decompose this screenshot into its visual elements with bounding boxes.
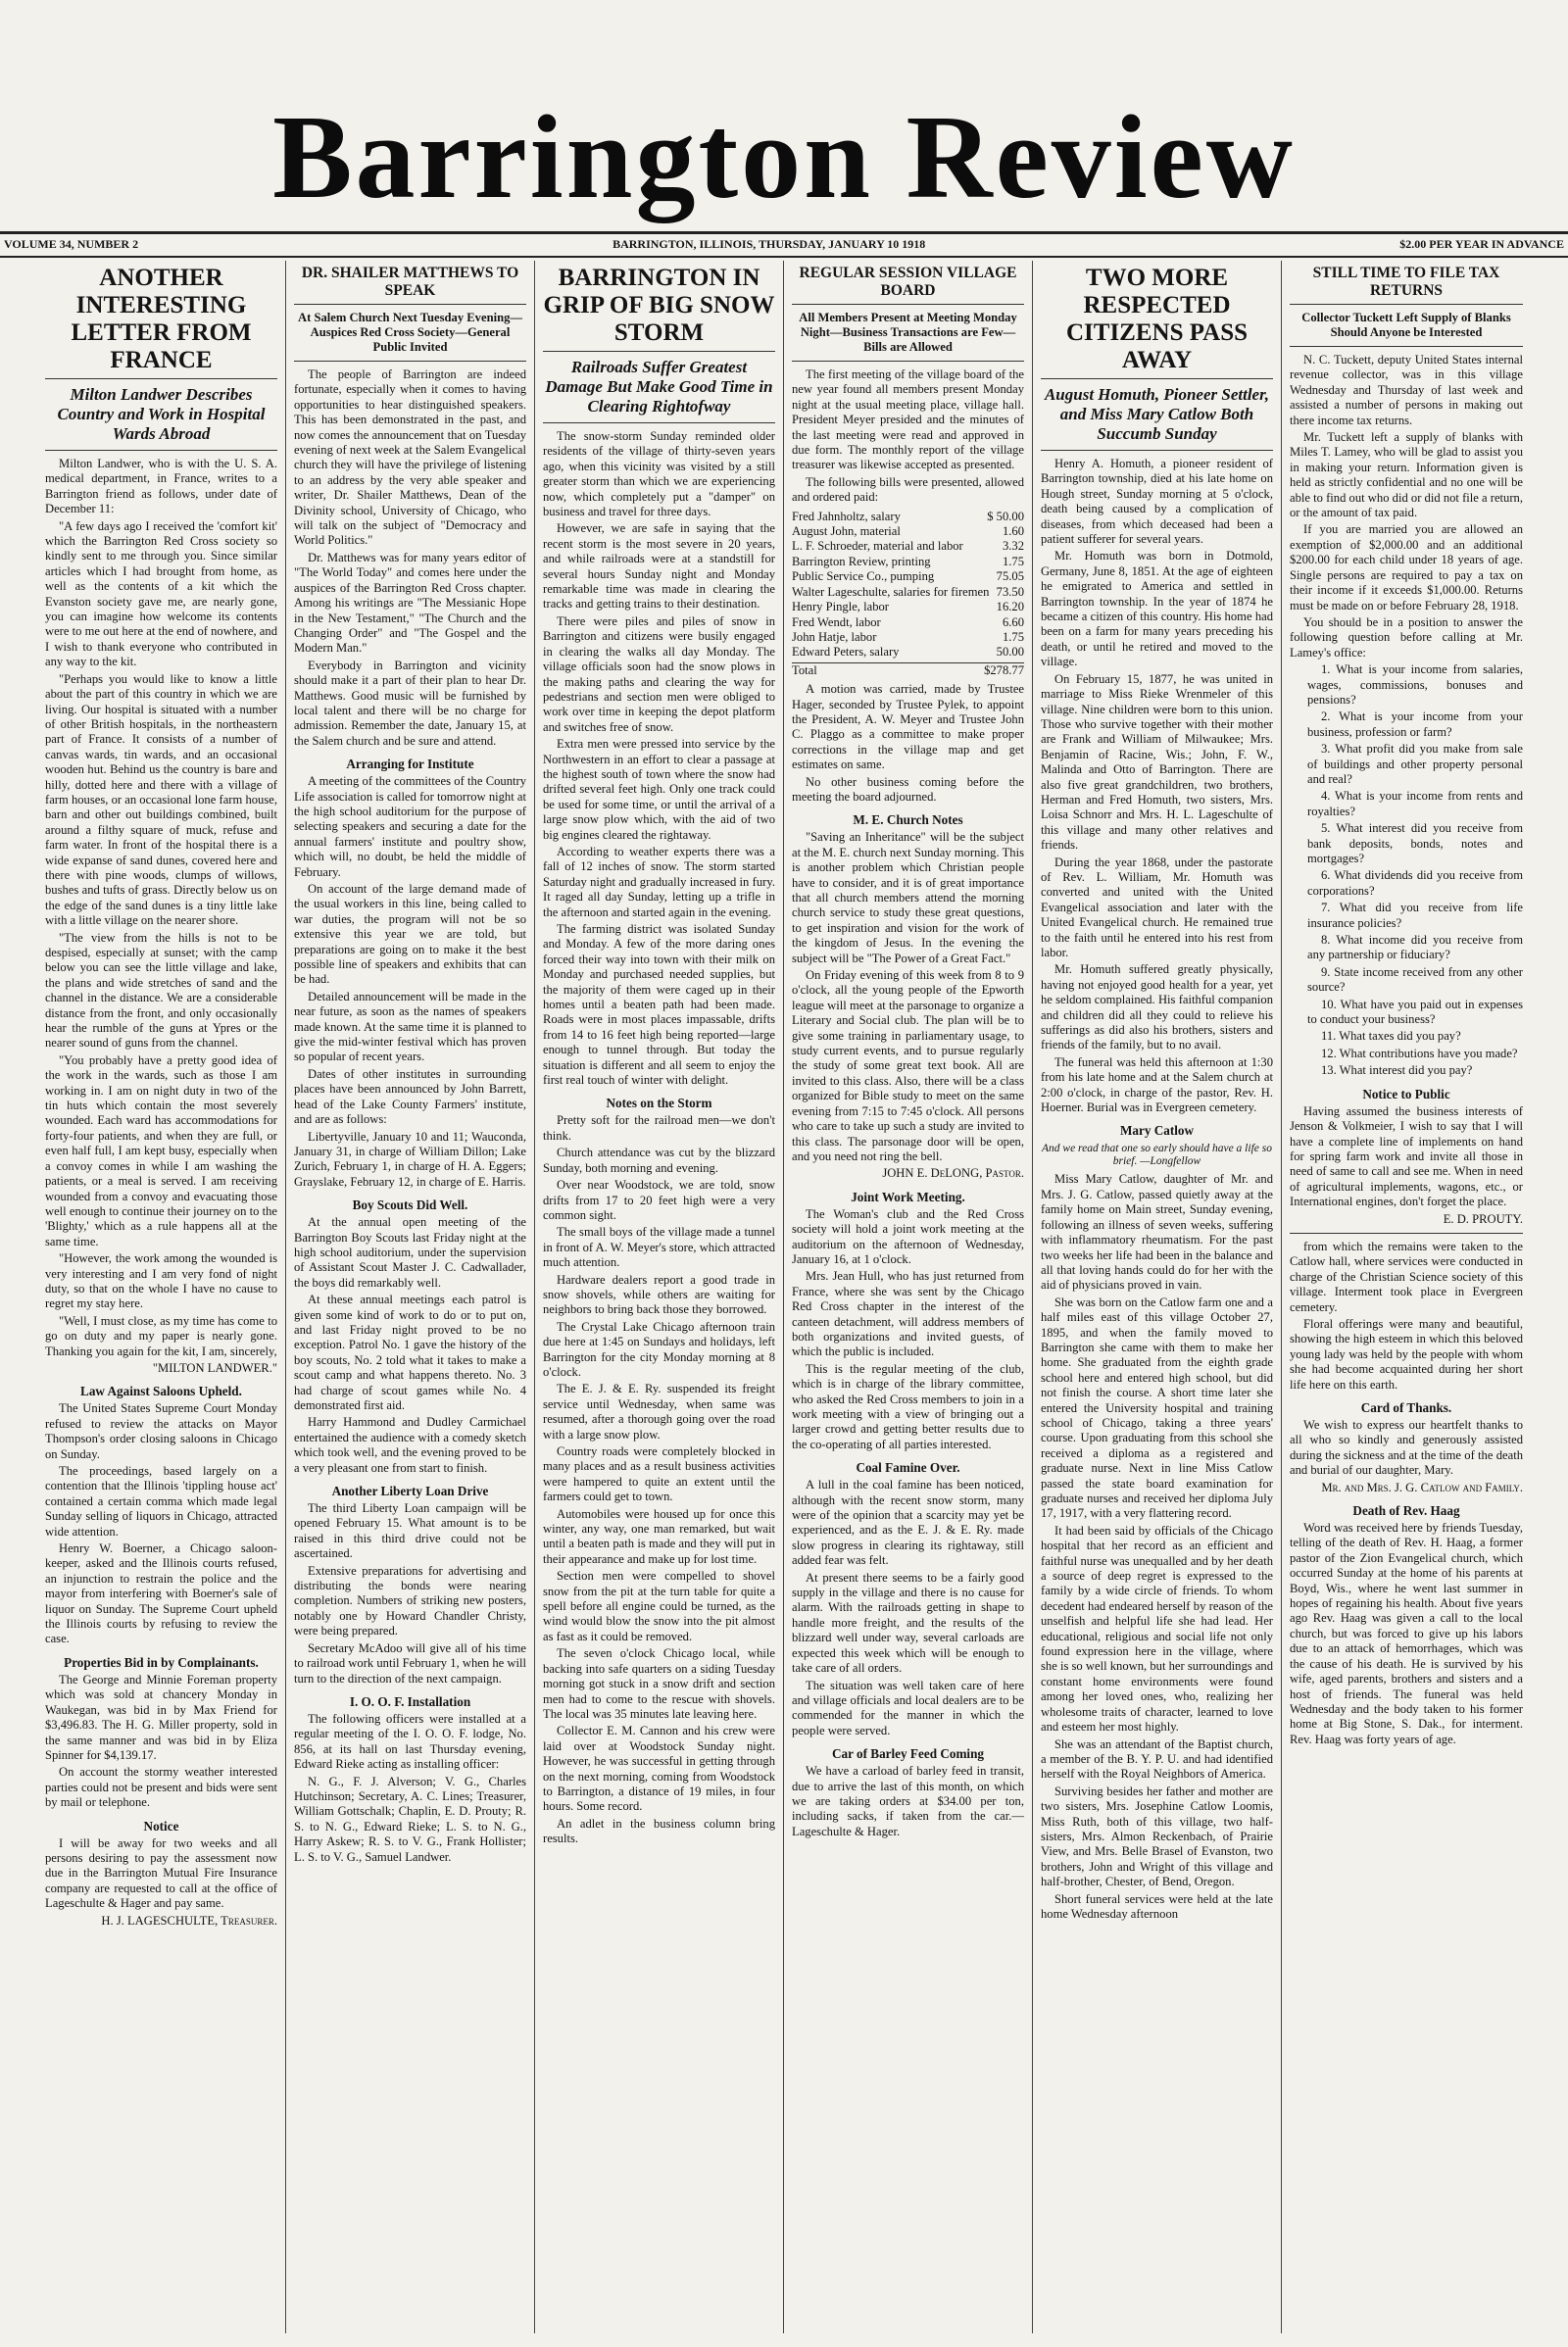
paragraph: "Perhaps you would like to know a little about the part of this country in which we are living. Our hospital is situated with a number of other British hospitals, in the northeastern part of France. It consists of a number of canvas wards, tin wards, and an occasional wooden hut. Behind us the country is bare and hilly, dotted here and there with a village of farm houses, or an occasional lone farm house, barn and other out buildings combined, built around a filthy square of muck, refuse and farm water. In front of the hospital there is a wide expanse of sand dunes, covered here and there with pine woods, clumps of willows, bushes and tufts of grass. Directly below us on the edge of the sand dunes is a tiny little lake with a little village on the nearer shore. [45,671,277,928]
subhead: I. O. O. F. Installation [349,1693,471,1709]
column-1 [37,261,286,2333]
paragraph: Detailed announcement will be made in the near future, as soon as the names of speakers made known. At the same time it is planned to give the mid-winter festival which has proven so popular of recent years. [294,989,526,1064]
subhead: Mary Catlow [1119,1123,1195,1139]
paragraph: Collector E. M. Cannon and his crew were laid over at Woodstock Sunday night. However, he was successful in getting through on the next morning, coming from Woodstock to Barrington, a distance of 19 miles, in four hours. Some record. [543,1724,775,1814]
subhead: Joint Work Meeting. [851,1189,965,1204]
signature: Mr. and Mrs. J. G. Catlow and Family. [1321,1480,1523,1494]
paragraph: "However, the work among the wounded is very interesting and I am very fond of night duty, so that on the whole I have no cause to regret my stay here. [45,1251,277,1311]
list-item: 6. What dividends did you receive from corporations? [1307,868,1523,898]
subhead: Death of Rev. Haag [1352,1503,1460,1519]
list-item: 3. What profit did you make from sale of buildings and other property personal and real? [1307,742,1523,786]
paragraph: Word was received here by friends Tuesday, telling of the death of Rev. H. Haag, a former pastor of the Zion Evangelical church, which occurred Sunday at the home of his parents at Boyd, Wis., where he went last summer in hopes of regaining his health. About five years ago Rev. Haag was given a call to the local church, but was forced to give up his labors due to an attack of hemorrhages, which was the cause of his death. He is survived by his wife, aged parents, brothers and sisters and a host of friends. The funeral was held Wednesday and the body taken to his former home at Big Stone, S. Dak., for interment. Rev. Haag was forty years of age. [1290,1521,1523,1746]
bills-list [792,510,1024,678]
bill-row: John Hatje, labor 1.75 [792,629,1024,644]
paragraph: Short funeral services were held at the late home Wednesday afternoon [1041,1891,1273,1921]
paragraph: At the annual open meeting of the Barrington Boy Scouts last Friday night at the high school auditorium, under the supervision of Assistant Scout Master J. C. Cadwallader, the boys did remarkably well. [294,1215,526,1290]
article-deck: All Members Present at Meeting Monday Night—Business Transactions are Few—Bills are Allowed [792,311,1024,362]
bill-row: Edward Peters, salary 50.00 [792,645,1024,660]
paragraph: Having assumed the business interests of Jenson & Volkmeier, I wish to say that I will have a complete line of implements on hand for spring farm work and invite all those in need of same to call and see me. When in need of agricultural implements, wagons, etc., or International engines, don't forget the place. [1290,1103,1523,1209]
paragraph: On account of the large demand made of the usual workers in this line, being called to war duties, the program will not be so extensive this year we are told, but preparations are going on to make it the best possible line of speakers and exhibits that can be had. [294,882,526,987]
bill-row: Fred Wendt, labor 6.60 [792,614,1024,629]
list-item: 10. What have you paid out in expenses to conduct your business? [1307,997,1523,1027]
bill-total: Total $278.77 [792,662,1024,677]
bill-row: Barrington Review, printing 1.75 [792,554,1024,568]
paragraph: The snow-storm Sunday reminded older residents of the village of thirty-seven years ago, when this vicinity was visited by a still greater storm than which we are experiencing now, which completely put a "damper" on business and travel for three days. [543,429,775,519]
paragraph: The first meeting of the village board of the new year found all members present Monday night at the usual meeting place, village hall. President Meyer presided and the minutes of the last meeting were read and approved in due form. The monthly report of the village treasurer was likewise accepted as presented. [792,367,1024,472]
paragraph: Floral offerings were many and beautiful, showing the high esteem in which this beloved young lady was held by the people with whom she had become acquainted during her short life here on this earth. [1290,1316,1523,1392]
paragraph: Henry W. Boerner, a Chicago saloon-keeper, asked and the Illinois courts refused, an injunction to restrain the police and the mayor from interfering with Boerner's sale of liquor on Sunday. The Supreme Court upheld the Illinois courts by refusing to review the case. [45,1541,277,1646]
paragraph: Dates of other institutes in surrounding places have been announced by John Barrett, head of the Lake County Farmers' institute, and are as follows: [294,1066,526,1127]
paragraph: I will be away for two weeks and all persons desiring to pay the assessment now due in the Barrington Mutual Fire Insurance company are requested to call at the office of Lageschulte & Hager and pay same. [45,1835,277,1911]
paragraph: The following bills were presented, allowed and ordered paid: [792,474,1024,505]
paragraph: She was born on the Catlow farm one and a half miles east of this village October 27, 1895, and when the family moved to Barrington she came with them to make her home. She graduated from the eighth grade school here and entered high school, but did not finish the course. A short time later she entered the University hospital and training school of Chicago, taking a three years' course. Upon graduating from this school she received a diploma as a registered and graduate nurse. Next in line Miss Catlow passed the state board examination for graduate nurses and received her diploma July 17, 1917, with a very flattering record. [1041,1295,1273,1521]
article-headline: REGULAR SESSION VILLAGE BOARD [792,265,1024,305]
list-item: 11. What taxes did you pay? [1321,1029,1461,1044]
paragraph: The seven o'clock Chicago local, while backing into safe quarters on a siding Tuesday morning got stuck in a snow drift and section men had to come to the rescue with shovels. The local was 35 minutes late leaving here. [543,1646,775,1721]
signature: "MILTON LANDWER." [152,1360,277,1375]
paragraph: Milton Landwer, who is with the U. S. A. medical department, in France, writes to a Barrington friend as follows, under date of December 11: [45,457,277,516]
list-item: 5. What interest did you receive from bank deposits, bonds, notes and mortgages? [1307,821,1523,865]
paragraph: Over near Woodstock, we are told, snow drifts from 17 to 20 feet high were a very common sight. [543,1178,775,1222]
subhead: Notice [143,1818,179,1834]
list-item: 8. What income did you receive from any partnership or fiduciary? [1307,933,1523,962]
paragraph: A motion was carried, made by Trustee Hager, seconded by Trustee Pylek, to appoint the President, A. W. Meyer and Trustee John C. Plaggo as a committee to make proper corrections in the village map and get estimates on same. [792,682,1024,772]
paragraph: The funeral was held this afternoon at 1:30 from his late home and at the Salem church at 2:00 o'clock, in charge of the pastor, Rev. H. Hoerner. Burial was in Evergreen cemetery. [1041,1054,1273,1115]
poem-quote: And we read that one so early should have a life so brief. —Longfellow [1042,1143,1272,1168]
paragraph: Everybody in Barrington and vicinity should make it a part of their plan to hear Dr. Matthews. Good music will be furnished by local talent and there will be no charge for admission. Remember the date, January 15, at the Salem church and be sure and attend. [294,658,526,748]
paragraph: Mr. Homuth suffered greatly physically, having not enjoyed good health for a year, yet he seldom complained. His faithful companion and children did all they could to relieve his sufferings as did also his brothers, sisters and friends of the family, but to no avail. [1041,962,1273,1052]
article-headline: TWO MORE RESPECTED CITIZENS PASS AWAY [1041,265,1273,379]
article-deck: August Homuth, Pioneer Settler, and Miss Mary Catlow Both Succumb Sunday [1041,385,1273,451]
list-item: 4. What is your income from rents and royalties? [1307,789,1523,818]
column-3 [535,261,784,2333]
article-deck: Milton Landwer Describes Country and Work in Hospital Wards Abroad [45,385,277,451]
subhead: Boy Scouts Did Well. [352,1198,468,1213]
paragraph: Hardware dealers report a good trade in snow shovels, while others are waiting for neighbors to bring back those they borrowed. [543,1272,775,1317]
paragraph: This is the regular meeting of the club, which is in charge of the library committee, who asked the Red Cross members to join in a work meeting with a view of bringing out a larger crowd and getting better results due to the co-operating of all parties interested. [792,1361,1024,1451]
column-4 [784,261,1033,2333]
paragraph: Automobiles were housed up for once this winter, any way, one man remarked, but wait until a beaten path is made and they will put in their appearance and make up for lost time. [543,1506,775,1566]
signature: H. J. LAGESCHULTE, Treasurer. [101,1913,277,1928]
subscription-price: $2.00 PER YEAR IN ADVANCE [1399,237,1564,251]
paragraph: According to weather experts there was a fall of 12 inches of snow. The storm started Saturday night and gradually increased in fury. It raged all day Sunday, letting up a trifle in the afternoon and started again in the evening. [543,844,775,919]
paragraph: N. G., F. J. Alverson; V. G., Charles Hutchinson; Secretary, A. C. Lines; Treasurer, William Gottschalk; Chaplin, E. D. Prouty; R. S. to N. G., Edward Rieke; L. S. to N. G., Harry Askew; R. S. to V. G., Frank Hollister; L. S. to V. G., Samuel Landwer. [294,1774,526,1864]
subhead: Notes on the Storm [606,1096,712,1111]
volume-number: VOLUME 34, NUMBER 2 [4,237,139,251]
bill-row: August John, material 1.60 [792,524,1024,539]
column-2 [286,261,535,2333]
subhead: Arranging for Institute [346,757,474,772]
paragraph: Secretary McAdoo will give all of his time to railroad work until February 1, when he will turn to the direction of the next campaign. [294,1640,526,1686]
place-date: BARRINGTON, ILLINOIS, THURSDAY, JANUARY 10 1918 [612,237,926,251]
paragraph: On Friday evening of this week from 8 to 9 o'clock, all the young people of the Epworth league will meet at the parsonage to organize a Literary and Social club. The plan will be to give some training in parliamentary usage, to study current events, and to pursue regularly the study of some great text book. All are invited to this class. Also, there will be a class organized for Bible study to meet on the same evening from 7:15 to 7:45 o'clock. All persons who care to take up such a study are invited to this class. The parsonage door will be open, and you need not ring the bell. [792,968,1024,1163]
column-6 [1282,261,1531,2333]
paragraph: If you are married you are allowed an exemption of $2,000.00 and an additional $200.00 for each child under 18 years of age. Single persons are required to pay a tax on their income if it exceeds $1,000.00. Returns must be made on or before February 28, 1918. [1290,522,1523,612]
paragraph: The Crystal Lake Chicago afternoon train due here at 1:45 on Sundays and holidays, left Barrington for the city Monday morning at 8 o'clock. [543,1319,775,1379]
subhead: Another Liberty Loan Drive [331,1484,489,1499]
subhead: Law Against Saloons Upheld. [80,1384,242,1399]
paragraph: Mr. Tuckett left a supply of blanks with Miles T. Lamey, who will be glad to assist you in making your return. Information given is held as strictly confidential and no one will be able to find out who did or did not file a return, or the amount of tax paid. [1290,430,1523,520]
paragraph: The following officers were installed at a regular meeting of the I. O. O. F. lodge, No. 856, at its hall on last Thursday evening, Edward Rieke acting as installing officer: [294,1711,526,1772]
article-deck: Railroads Suffer Greatest Damage But Make Good Time in Clearing Rightofway [543,358,775,423]
paragraph: The situation was well taken care of here and village officials and local dealers are to be commended for the manner in which the people were served. [792,1678,1024,1737]
paragraph: Mr. Homuth was born in Dotmold, Germany, June 8, 1851. At the age of eighteen he emigrated to America and settled in Barrington township. In the year of 1874 he became a citizen of this country. His home had been on a farm for many years preceding his death, or until he retired and moved to the village. [1041,549,1273,669]
paragraph: Surviving besides her father and mother are two sisters, Mrs. Josephine Catlow Loomis, Miss Ruth, both of this village, two half-sisters, Mrs. Almon Reckenbach, of Prairie View, and Mrs. Belle Brasel of Evanston, two brothers, John and Wright of this village and half-brother, Chester, of Bend, Oregon. [1041,1784,1273,1889]
paragraph: The George and Minnie Foreman property which was sold at chancery Monday in Waukegan, was bid in by Max Friend for $3,496.83. The H. G. Miller property, sold in the same manner and was bid in by Eliza Spinner for $4,139.17. [45,1672,277,1762]
subhead: Properties Bid in by Complainants. [64,1654,259,1670]
paragraph: Mrs. Jean Hull, who has just returned from France, where she was sent by the Chicago Red Cross chapter in the interest of the canteen detachment, will address members of both organizations and invited guests, of which the public is included. [792,1269,1024,1359]
paragraph: Church attendance was cut by the blizzard Sunday, both morning and evening. [543,1146,775,1175]
paragraph: It had been said by officials of the Chicago hospital that her record as an efficient and faithful nurse was unequalled and by her death a source of deep regret is expressed to the family by a wide circle of friends. To whom decedent had endeared herself by reason of the unselfish and helpful life she had lead. Her educational, religious and social life not only found expression here in the village, where she is so well known, but her surroundings and constant home environments were found among her loved ones, who, realizing her wholesome traits of character, learned to love and esteem her most highly. [1041,1523,1273,1735]
subhead: Notice to Public [1362,1086,1450,1101]
paragraph: "You probably have a pretty good idea of the work in the wards, such as those I am working in. I am on night duty in two of the tin huts which contain the most severely wounded. Each ward has accommodations for forty-four patients, and when they are full, or even half full, I am kept busy, especially when a convoy comes in while I am washing the patients, or a meal is served. I am receiving wounded from a convoy and evacuating those well enough to continue their journey on to the 'Blighty,' which as a rule happens all at the same time. [45,1052,277,1248]
paragraph: Libertyville, January 10 and 11; Wauconda, January 31, in charge of William Dillon; Lake Zurich, February 1, in charge of H. A. Eggers; Grayslake, February 12, in charge of E. Harris. [294,1129,526,1189]
subhead: Coal Famine Over. [856,1460,960,1476]
paragraph: There were piles and piles of snow in Barrington and citizens were busily engaged in clearing the walks all day Monday. The village officials soon had the snow plows in the making paths and clearing the way for pedestrians and section men were obliged to work over time in keeping the depot platform and switches free of snow. [543,613,775,734]
paragraph: Extensive preparations for advertising and distributing the bonds were nearing completion. Numbers of striking new posters, notably one by Howard Chandler Christy, were being prepared. [294,1563,526,1638]
paragraph: We wish to express our heartfelt thanks to all who so kindly and generously assisted during the sickness and at the time of the death and burial of our daughter, Mary. [1290,1418,1523,1478]
subhead: Card of Thanks. [1360,1400,1452,1415]
paragraph: "A few days ago I received the 'comfort kit' which the Barrington Red Cross society so kindly sent to me through you. Since similar articles which I had brought from home, as well as the contents of a kit which the Evanston society gave me, are nearly gone, you can imagine how welcome its contents were to me out here at the end of nowhere, and I wish to thank everyone who contributed in any way to the kit. [45,518,277,669]
bill-row: Fred Jahnholtz, salary $ 50.00 [792,509,1024,523]
paragraph: Harry Hammond and Dudley Carmichael entertained the audience with a comedy sketch which took well, and the evening proved to be a very pleasant one from start to finish. [294,1415,526,1475]
paragraph: The third Liberty Loan campaign will be opened February 15. What amount is to be raised in this third drive could not be ascertained. [294,1501,526,1561]
paragraph: No other business coming before the meeting the board adjourned. [792,774,1024,804]
paragraph: The E. J. & E. Ry. suspended its freight service until Wednesday, when same was resumed, after a thorough going over the road with a large snow plow. [543,1382,775,1442]
paragraph: A lull in the coal famine has been noticed, although with the recent snow storm, many were of the opinion that a scarcity may yet be experienced, and as the E. J. & E. Ry. made slow progress in clearing its rightaway, still added fear was felt. [792,1478,1024,1568]
signature: JOHN E. DeLONG, Pastor. [882,1166,1024,1181]
paragraph: During the year 1868, under the pastorate of Rev. L. William, Mr. Homuth was converted and united with the United Evangelical association and later with the United Evangelical church. He remained true to the faith until he entered into his rest from labor. [1041,855,1273,959]
article-deck: At Salem Church Next Tuesday Evening—Auspices Red Cross Society—General Public Invited [294,311,526,362]
article-deck: Collector Tuckett Left Supply of Blanks Should Anyone be Interested [1290,311,1523,347]
bill-row: Walter Lageschulte, salaries for firemen 73.50 [792,584,1024,599]
bill-row: Public Service Co., pumping 75.05 [792,569,1024,584]
paragraph: The small boys of the village made a tunnel in front of A. W. Meyer's store, which attracted much attention. [543,1225,775,1270]
paragraph: On February 15, 1877, he was united in marriage to Miss Rieke Wrenmeler of this village. Nine children were born to this union. Those who survive together with their mother are Frank and William of Milwaukee; Mrs. Benjamin of Racine, Wis.; John, F. W., Malinda and Otto of Barrington. There are also five great grandchildren, two brothers, Herman and Fred Homuth, two sisters, Mrs. Loisa Schnorr and Mrs. H. L. Lageschulte of this village and many other relatives and friends. [1041,671,1273,853]
paragraph: Henry A. Homuth, a pioneer resident of Barrington township, died at his late home on Hough street, Sunday morning at 5 o'clock, death being caused by a complication of diseases, from which deceased had been a patient sufferer for several years. [1041,457,1273,547]
paragraph: The United States Supreme Court Monday refused to review the attacks on Mayor Thompson's order closing saloons in Chicago on Sunday. [45,1401,277,1461]
list-item: 7. What did you receive from life insurance policies? [1307,901,1523,930]
article-headline: BARRINGTON IN GRIP OF BIG SNOW STORM [543,265,775,352]
list-item: 2. What is your income from your business, profession or farm? [1307,709,1523,739]
list-item: 9. State income received from any other source? [1307,964,1523,995]
paragraph: Pretty soft for the railroad men—we don't think. [543,1113,775,1143]
paragraph: Country roads were completely blocked in many places and as a result business activities were hampered to quite an extent until the farmers could get to town. [543,1444,775,1504]
list-item: 12. What contributions have you made? [1321,1046,1518,1060]
masthead-title: Barrington Review [272,91,1296,223]
paragraph: The Woman's club and the Red Cross society will hold a joint work meeting at the auditorium on the afternoon of Wednesday, January 16, at 1 o'clock. [792,1206,1024,1266]
paragraph: Section men were compelled to shovel snow from the pit at the turn table for quite a spell before all engine could be turned, as the wind would blow the snow into the pit almost as fast as it could be removed. [543,1569,775,1643]
paragraph: At these annual meetings each patrol is given some kind of work to do or to put on, and last Friday night proved to be no exception. Patrol No. 1 gave the history of the boy scouts, No. 2 told what it takes to make a scout camp and what happens thereto. No. 3 had charge of scout games while No. 4 demonstrated first aid. [294,1293,526,1412]
paragraph: Miss Mary Catlow, daughter of Mr. and Mrs. J. G. Catlow, passed quietly away at the family home on Main street, Sunday evening, following an illness of seven weeks, suffering with inflammatory rheumatism. For the past two weeks her life had been in the balance and all that loving hands could do for her with the aid of physicians proved in vain. [1041,1172,1273,1293]
bill-row: Henry Pingle, labor 16.20 [792,600,1024,614]
article-headline: DR. SHAILER MATTHEWS TO SPEAK [294,265,526,305]
article-headline: ANOTHER INTERESTING LETTER FROM FRANCE [45,265,277,379]
column-5 [1033,261,1282,2333]
paragraph: You should be in a position to answer the following question before calling at Mr. Lamey's office: [1290,614,1523,660]
article-headline: STILL TIME TO FILE TAX RETURNS [1290,265,1523,305]
masthead [37,0,1531,223]
bill-row: L. F. Schroeder, material and labor 3.32 [792,539,1024,554]
paragraph: The people of Barrington are indeed fortunate, especially when it comes to having opportunities to hear distinguished speakers. This has been demonstrated in the past, and now comes the announcement that on Tuesday evening of next week at the Salem Evangelical church they will have the privilege of listening to an address by the very able speaker and writer, Dr. Shailer Matthews, Dean of the Divinity school, University of Chicago, who will talk on the subject of "Democracy and World Politics." [294,367,526,548]
paragraph: A meeting of the committees of the Country Life association is called for tomorrow night at the high school auditorium for the purpose of selecting speakers and securing a date for the annual farmers' institute and poultry show, which will, no doubt, be held the middle of February. [294,774,526,879]
divider [1290,1233,1523,1234]
paragraph: "Saving an Inheritance" will be the subject at the M. E. church next Sunday morning. This is another problem which Christian people have to consider, and it is of great importance that all church members attend the morning church service to study these great questions, to get inspiration and vision for the work of the kingdom of Jesus. In the evening the subject will be "The Power of a Great Fact." [792,830,1024,965]
article-columns [37,261,1531,2333]
paragraph: "The view from the hills is not to be despised, especially at sunset; with the camp below you can see the little village and lake, the plans and wide stretches of sand and the channel in the distance. We are a considerable distance from the front, and only occasionally hear the rumble of the guns at Ypres or the nearer sound of guns from the channel. [45,930,277,1051]
paragraph: from which the remains were taken to the Catlow hall, where services were conducted in charge of the Christian Science society of this village. Interment took place in Evergreen cemetery. [1290,1239,1523,1314]
subhead: Car of Barley Feed Coming [831,1746,985,1762]
signature: E. D. PROUTY. [1443,1211,1523,1226]
paragraph: An adlet in the business column bring results. [543,1816,775,1846]
paragraph: On account the stormy weather interested parties could not be present and bids were sent by mail or telephone. [45,1765,277,1810]
list-item: 13. What interest did you pay? [1321,1063,1473,1078]
paragraph: We have a carload of barley feed in transit, due to arrive the last of this month, on which we are taking orders at $34.00 per ton, including sacks, if taken from the car.—Lageschulte & Hager. [792,1764,1024,1838]
paragraph: The proceedings, based largely on a contention that the Illinois 'tippling house act' contained a certain comma which made legal Sunday selling of liquors in Chicago, attracted wide attention. [45,1464,277,1539]
paragraph: At present there seems to be a fairly good supply in the village and there is no cause for alarm. With the railroads getting in shape to handle more freight, and the results of the blizzard well under way, several carloads are expected this week which will be enough to take care of all orders. [792,1570,1024,1676]
paragraph: "Well, I must close, as my time has come to go on duty and my paper is nearly gone. Thanking you again for the kit, I am, sincerely, [45,1313,277,1358]
paragraph: The farming district was isolated Sunday and Monday. A few of the more daring ones forced their way into town with their milk on Monday and purchased needed supplies, but the majority of them were caged up in their homes until a beaten path had been made. Roads were in most places impassable, drifts from 14 to 16 feet high being reported—large enough to tunnel through. But today the situation is different and all seem to enjoy the first real touch of winter with delight. [543,922,775,1088]
paragraph: Extra men were pressed into service by the Northwestern in an effort to clear a passage at the highest south of town where the snow had drifted several feet high. Only one track could be used for some time, or until the arrival of a large snow plow which, with the aid of two big engines cleared the rightaway. [543,737,775,842]
list-item: 1. What is your income from salaries, wages, commissions, bonuses and pensions? [1307,662,1523,707]
paragraph: She was an attendant of the Baptist church, a member of the B. Y. P. U. and had identified herself with the Royal Neighbors of America. [1041,1736,1273,1782]
paragraph: N. C. Tuckett, deputy United States internal revenue collector, was in this village Wednesday and Thursday of last week and assisted a number of persons in making out there income tax returns. [1290,353,1523,427]
dateline [0,231,1568,258]
paragraph: Dr. Matthews was for many years editor of "The World Today" and comes here under the auspices of the Barrington Red Cross chapter. Among his writings are "The Messianic Hope in the New Testament," "The Church and the Changing Order" and "The Gospel and the Modern Man." [294,550,526,656]
subhead: M. E. Church Notes [853,812,963,828]
paragraph: However, we are safe in saying that the recent storm is the most severe in 20 years, and while railroads were at a standstill for several hours Sunday night and Monday remarkable time was made in clearing the tracks and getting trains to their destination. [543,521,775,611]
